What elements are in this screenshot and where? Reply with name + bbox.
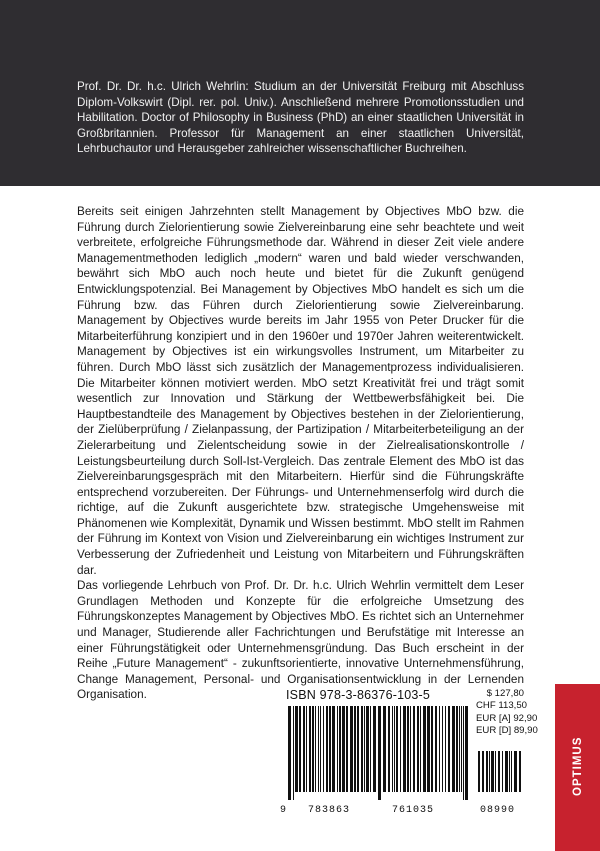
barcode-bar bbox=[505, 751, 508, 792]
barcode-bar bbox=[354, 706, 356, 792]
barcode-bar bbox=[350, 706, 353, 792]
barcode-bar bbox=[461, 706, 462, 792]
barcode-bar bbox=[435, 706, 437, 792]
blurb-paragraph-2: Das vorliegende Lehrbuch von Prof. Dr. Dr. h.c. Ulrich Wehrlin vermittelt dem Leser Grundlagen Methoden und Konzepte für die erfolgreiche Umsetzung des Führungskonzeptes Management by Objectives MbO. Es richtet sich an Unternehmer und Manager, Studierende aller Fachrichtungen und Berufstätige mit Interesse an einer Führungstätigkeit oder Unternehmensgründung. Das Buch erscheint in der Reihe „Future Management“ - zukunftsorientierte, innovative Unternehmensführung, Change Management, Personal- und Organisationsentwicklung in der Lernenden Organisation. bbox=[77, 579, 524, 702]
barcode-bar bbox=[361, 706, 363, 792]
barcode-bar bbox=[346, 706, 348, 792]
barcode-bar bbox=[306, 706, 307, 792]
barcode-bar bbox=[417, 706, 419, 792]
barcode-bar bbox=[431, 706, 433, 792]
barcode-bar bbox=[489, 751, 490, 792]
barcode-digits-right: 761035 bbox=[392, 805, 435, 816]
barcode-bar bbox=[373, 706, 376, 792]
barcode-digit-lead: 9 bbox=[280, 805, 288, 816]
price-list bbox=[476, 688, 538, 737]
barcode-bar bbox=[293, 706, 294, 800]
blurb-paragraph-1: Bereits seit einigen Jahrzehnten stellt Management by Objectives MbO bzw. die Führung durch Zielorientierung sowie Zielvereinbarung eine sehr beachtete und weit verbreitete, erfolgreiche Führungsmethode dar. Während in dieser Zeit viele andere Managementmethoden lediglich „modern“ waren und bald wieder verschwanden, bewährt sich MbO auch noch heute und bietet für die Zukunft genügend Entwicklungspotenzial. Bei Management by Objectives MbO handelt es sich um die Führung bzw. das Führen durch Zielorientierung sowie Zielvereinbarung. Management by Objectives wurde bereits im Jahr 1955 von Peter Drucker für die Mitarbeiterführung konzipiert und in den 1960er und 1970er Jahren weiterentwickelt. Management by Objectives ist ein wirkungsvolles Instrument, um Mitarbeiter zu führen. Durch MbO lässt sich zusätzlich der Managementprozess individualisieren. Die Mitarbeiter können motiviert werden. MbO setzt Kreativität frei und trägt somit wesentlich zur Innovation und Stärkung der Wettbewerbsfähigkeit bei. Die Hauptbestandteile des Management by Objectives bestehen in der Zielorientierung, der Zielüberprüfung / Zielanpassung, der Partizipation / Mitarbeiterbeteiligung an der Zielerarbeitung und Zielentscheidung sowie in der Zielrealisationskontrolle / Leistungsbeurteilung durch Soll-Ist-Vergleich. Das zentrale Element des MbO ist das Zielvereinbarungsgespräch mit den Mitarbeitern. Hierfür sind die Führungskräfte entsprechend vorzubereiten. Der Führungs- und Unternehmenserfolg wird durch die richtige, auf die Zukunft ausgerichtete bzw. strategische Umgehensweise mit Phänomenen wie Komplexität, Dynamik und Wissen bestimmt. MbO stellt im Rahmen der Führung im Kontext von Vision und Zielvereinbarung ein wichtiges Instrument zur Verbesserung der Zufriedenheit und Leistung von Mitarbeitern und Führungskräften dar. bbox=[77, 205, 524, 577]
barcode-bar bbox=[323, 706, 324, 792]
barcode-bar bbox=[465, 706, 468, 800]
publisher-logo: OPTIMUS bbox=[572, 736, 584, 796]
barcode-bar bbox=[519, 751, 521, 792]
barcode-bar bbox=[423, 706, 426, 792]
barcode-bar bbox=[420, 706, 421, 792]
price-addon-barcode bbox=[476, 751, 522, 800]
barcode-bar bbox=[394, 706, 395, 792]
author-bio: Prof. Dr. Dr. h.c. Ulrich Wehrlin: Studium an der Universität Freiburg mit Abschluss Diplom-Volkswirt (Dipl. rer. pol. Univ.). Anschließend mehrere Promotionsstudien und Habilitation. Doctor of Philosophy in Business (PhD) an einer staatlichen Universität in Großbritannien. Professor für Management an einer staatlichen Universität, Lehrbuchautor und Herausgeber zahlreicher wissenschaftlicher Buchreihen. bbox=[77, 80, 524, 156]
barcode-bar bbox=[366, 706, 369, 792]
barcode-bar bbox=[388, 706, 390, 792]
barcode-bar bbox=[299, 706, 301, 792]
barcode-bar bbox=[303, 706, 305, 792]
barcode-bar bbox=[309, 706, 311, 792]
back-cover-blurb bbox=[77, 204, 524, 703]
barcode-bar bbox=[482, 751, 484, 792]
price-usd: $ 127,80 bbox=[486, 688, 524, 699]
barcode-bar bbox=[495, 751, 496, 792]
barcode-bar bbox=[486, 751, 488, 792]
barcode-bar bbox=[357, 706, 359, 792]
barcode-bar bbox=[427, 706, 430, 792]
isbn-label: ISBN 978-3-86376-103-5 bbox=[286, 688, 431, 702]
barcode-bar bbox=[403, 706, 406, 792]
barcode-bar bbox=[312, 706, 314, 792]
price-eur-d: EUR [D] 89,90 bbox=[476, 724, 538, 736]
barcode-bar bbox=[456, 706, 458, 792]
barcode-bar bbox=[491, 751, 494, 792]
barcode-bar bbox=[511, 751, 512, 792]
barcode-bar bbox=[463, 706, 464, 800]
barcode-bar bbox=[478, 751, 480, 792]
barcode-bar bbox=[514, 751, 517, 792]
price-eur-a: EUR [A] 92,90 bbox=[476, 712, 538, 724]
barcode-bar bbox=[315, 706, 316, 792]
barcode-bar bbox=[318, 706, 319, 792]
barcode-bar bbox=[396, 706, 398, 792]
barcode-bar bbox=[442, 706, 443, 792]
barcode-bar bbox=[452, 706, 455, 792]
barcode-bar bbox=[459, 706, 460, 792]
barcode-bar bbox=[370, 706, 371, 792]
barcode-bar bbox=[509, 751, 510, 792]
barcode-bar bbox=[383, 706, 386, 792]
barcode-bar bbox=[400, 706, 401, 792]
barcode-bar bbox=[448, 706, 450, 792]
barcode-bar bbox=[364, 706, 365, 792]
ean-barcode bbox=[286, 706, 468, 800]
barcode-bar bbox=[410, 706, 411, 792]
barcode-bar bbox=[378, 706, 381, 800]
barcode-bar bbox=[392, 706, 393, 792]
barcode-bar bbox=[339, 706, 341, 792]
barcode-bar bbox=[498, 751, 500, 792]
barcode-digits-addon: 08990 bbox=[480, 805, 516, 816]
barcode-digits-left: 783863 bbox=[308, 805, 351, 816]
barcode-bar bbox=[326, 706, 328, 792]
barcode-bar bbox=[337, 706, 338, 792]
barcode-bar bbox=[439, 706, 440, 792]
barcode-bar bbox=[502, 751, 503, 792]
barcode-bar bbox=[332, 706, 335, 792]
price-chf: CHF 113,50 bbox=[476, 700, 528, 712]
barcode-bar bbox=[413, 706, 415, 792]
barcode-bar bbox=[329, 706, 331, 792]
barcode-bar bbox=[320, 706, 321, 792]
barcode-bar bbox=[295, 706, 298, 792]
barcode-bar bbox=[407, 706, 409, 792]
barcode-bar bbox=[342, 706, 345, 792]
barcode-bar bbox=[288, 706, 291, 800]
barcode-bar bbox=[445, 706, 446, 792]
